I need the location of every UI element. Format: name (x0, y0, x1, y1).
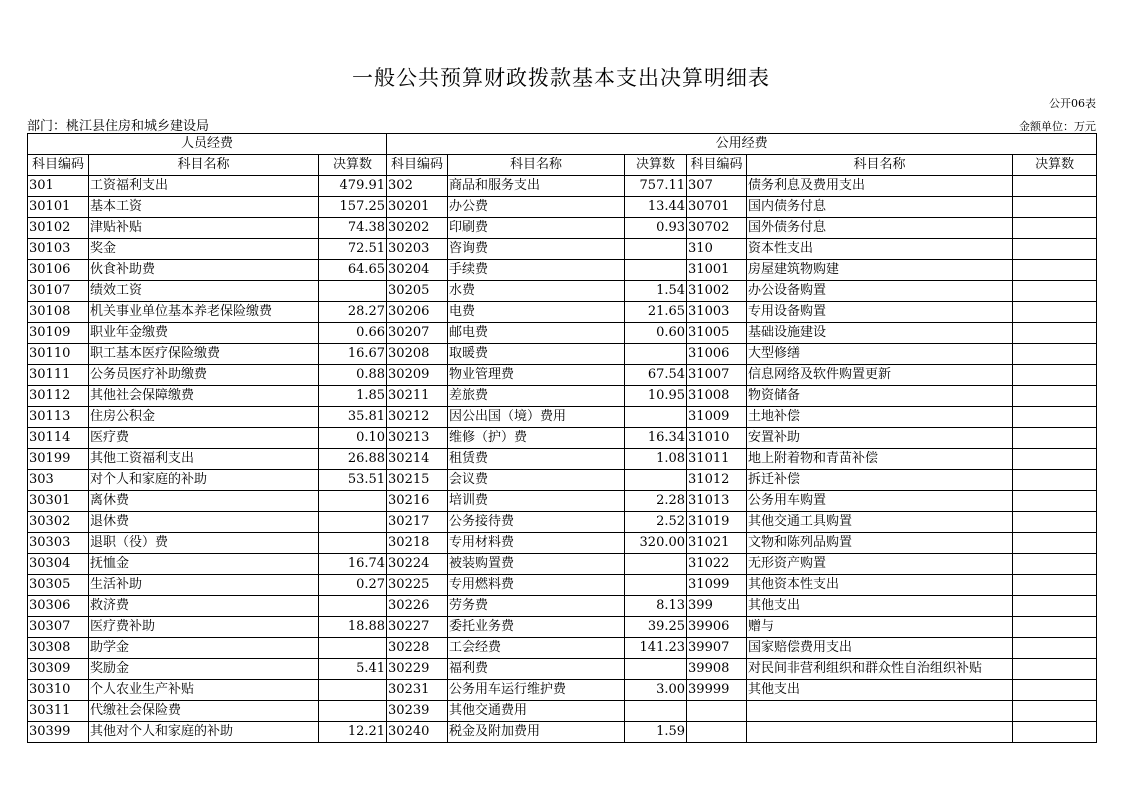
amount-cell (1013, 176, 1097, 197)
code-cell: 399 (687, 596, 747, 617)
name-cell: 国外债务付息 (747, 218, 1013, 239)
amount-cell: 18.88 (319, 617, 387, 638)
name-cell: 职业年金缴费 (89, 323, 319, 344)
code-cell: 30214 (387, 449, 448, 470)
name-cell: 差旅费 (448, 386, 625, 407)
name-cell: 住房公积金 (89, 407, 319, 428)
code-cell: 30107 (28, 281, 89, 302)
code-cell: 30111 (28, 365, 89, 386)
col-header-amount: 决算数 (1013, 155, 1097, 176)
name-cell: 无形资产购置 (747, 554, 1013, 575)
name-cell: 手续费 (448, 260, 625, 281)
code-cell: 30202 (387, 218, 448, 239)
amount-cell (625, 554, 687, 575)
code-cell: 30301 (28, 491, 89, 512)
name-cell: 对民间非营利组织和群众性自治组织补贴 (747, 659, 1013, 680)
code-cell: 301 (28, 176, 89, 197)
code-cell: 30114 (28, 428, 89, 449)
name-cell: 其他交通费用 (448, 701, 625, 722)
name-cell: 资本性支出 (747, 239, 1013, 260)
code-cell: 30102 (28, 218, 89, 239)
amount-cell (625, 260, 687, 281)
amount-cell: 16.34 (625, 428, 687, 449)
name-cell: 其他资本性支出 (747, 575, 1013, 596)
amount-cell (1013, 365, 1097, 386)
amount-cell (1013, 617, 1097, 638)
name-cell: 办公设备购置 (747, 281, 1013, 302)
code-cell: 307 (687, 176, 747, 197)
name-cell: 因公出国（境）费用 (448, 407, 625, 428)
code-cell: 30217 (387, 512, 448, 533)
code-cell: 30218 (387, 533, 448, 554)
table-row (28, 239, 1097, 260)
name-cell (747, 722, 1013, 743)
name-cell: 印刷费 (448, 218, 625, 239)
code-cell: 39907 (687, 638, 747, 659)
name-cell: 水费 (448, 281, 625, 302)
name-cell: 医疗费补助 (89, 617, 319, 638)
name-cell: 电费 (448, 302, 625, 323)
table-row (28, 617, 1097, 638)
code-cell: 31003 (687, 302, 747, 323)
code-cell: 30225 (387, 575, 448, 596)
name-cell: 公务用车购置 (747, 491, 1013, 512)
name-cell: 会议费 (448, 470, 625, 491)
table-row (28, 659, 1097, 680)
name-cell: 津贴补贴 (89, 218, 319, 239)
code-cell: 30227 (387, 617, 448, 638)
name-cell: 绩效工资 (89, 281, 319, 302)
name-cell: 福利费 (448, 659, 625, 680)
code-cell: 30228 (387, 638, 448, 659)
code-cell: 30112 (28, 386, 89, 407)
name-cell: 助学金 (89, 638, 319, 659)
amount-cell: 72.51 (319, 239, 387, 260)
amount-cell (625, 470, 687, 491)
amount-cell: 67.54 (625, 365, 687, 386)
amount-cell: 479.91 (319, 176, 387, 197)
code-cell: 39908 (687, 659, 747, 680)
code-cell: 31008 (687, 386, 747, 407)
table-row (28, 302, 1097, 323)
amount-cell: 0.10 (319, 428, 387, 449)
amount-cell: 64.65 (319, 260, 387, 281)
name-cell: 国内债务付息 (747, 197, 1013, 218)
name-cell: 基础设施建设 (747, 323, 1013, 344)
column-header-row (28, 155, 1097, 176)
code-cell: 30213 (387, 428, 448, 449)
table-row (28, 218, 1097, 239)
amount-cell: 39.25 (625, 617, 687, 638)
table-row (28, 386, 1097, 407)
name-cell: 离休费 (89, 491, 319, 512)
amount-cell: 141.23 (625, 638, 687, 659)
amount-cell (625, 575, 687, 596)
code-cell: 31007 (687, 365, 747, 386)
name-cell: 专用材料费 (448, 533, 625, 554)
name-cell: 债务利息及费用支出 (747, 176, 1013, 197)
name-cell: 工资福利支出 (89, 176, 319, 197)
name-cell: 奖金 (89, 239, 319, 260)
code-cell: 31013 (687, 491, 747, 512)
amount-cell: 28.27 (319, 302, 387, 323)
col-header-code: 科目编码 (28, 155, 89, 176)
name-cell: 安置补助 (747, 428, 1013, 449)
name-cell: 被装购置费 (448, 554, 625, 575)
amount-cell: 2.52 (625, 512, 687, 533)
amount-cell (319, 701, 387, 722)
amount-cell (319, 596, 387, 617)
table-row (28, 512, 1097, 533)
code-cell: 30310 (28, 680, 89, 701)
amount-cell (319, 533, 387, 554)
name-cell: 地上附着物和青苗补偿 (747, 449, 1013, 470)
table-row (28, 680, 1097, 701)
code-cell: 30240 (387, 722, 448, 743)
table-row (28, 638, 1097, 659)
col-header-code: 科目编码 (387, 155, 448, 176)
amount-cell (1013, 407, 1097, 428)
amount-cell: 26.88 (319, 449, 387, 470)
amount-cell (319, 512, 387, 533)
amount-cell: 3.00 (625, 680, 687, 701)
code-cell (687, 701, 747, 722)
amount-cell: 157.25 (319, 197, 387, 218)
name-cell: 租赁费 (448, 449, 625, 470)
code-cell: 30110 (28, 344, 89, 365)
amount-cell: 320.00 (625, 533, 687, 554)
amount-cell: 16.74 (319, 554, 387, 575)
amount-cell: 1.08 (625, 449, 687, 470)
group-header-personnel: 人员经费 (28, 134, 387, 155)
name-cell: 其他对个人和家庭的补助 (89, 722, 319, 743)
col-header-name: 科目名称 (448, 155, 625, 176)
amount-cell: 0.27 (319, 575, 387, 596)
code-cell: 30306 (28, 596, 89, 617)
code-cell: 31001 (687, 260, 747, 281)
code-cell: 39999 (687, 680, 747, 701)
code-cell: 30108 (28, 302, 89, 323)
code-cell: 30209 (387, 365, 448, 386)
amount-cell (1013, 512, 1097, 533)
name-cell: 专用设备购置 (747, 302, 1013, 323)
name-cell: 委托业务费 (448, 617, 625, 638)
name-cell: 咨询费 (448, 239, 625, 260)
amount-cell: 8.13 (625, 596, 687, 617)
amount-cell (1013, 428, 1097, 449)
code-cell: 30203 (387, 239, 448, 260)
table-row (28, 407, 1097, 428)
amount-cell (1013, 386, 1097, 407)
table-row (28, 428, 1097, 449)
table-row (28, 449, 1097, 470)
code-cell: 30229 (387, 659, 448, 680)
code-cell: 30215 (387, 470, 448, 491)
code-cell: 30224 (387, 554, 448, 575)
page-title: 一般公共预算财政拨款基本支出决算明细表 (352, 66, 770, 90)
table-row (28, 491, 1097, 512)
code-cell: 30226 (387, 596, 448, 617)
name-cell: 培训费 (448, 491, 625, 512)
name-cell: 赠与 (747, 617, 1013, 638)
amount-cell: 0.66 (319, 323, 387, 344)
code-cell: 30216 (387, 491, 448, 512)
table-row (28, 470, 1097, 491)
amount-cell (625, 407, 687, 428)
table-row (28, 533, 1097, 554)
name-cell: 国家赔偿费用支出 (747, 638, 1013, 659)
name-cell: 伙食补助费 (89, 260, 319, 281)
name-cell: 商品和服务支出 (448, 176, 625, 197)
table-row (28, 344, 1097, 365)
amount-cell: 53.51 (319, 470, 387, 491)
name-cell: 工会经费 (448, 638, 625, 659)
amount-cell: 16.67 (319, 344, 387, 365)
name-cell: 物业管理费 (448, 365, 625, 386)
amount-cell (625, 344, 687, 365)
code-cell: 30399 (28, 722, 89, 743)
amount-cell (1013, 659, 1097, 680)
code-cell: 30239 (387, 701, 448, 722)
name-cell: 生活补助 (89, 575, 319, 596)
code-cell: 30701 (687, 197, 747, 218)
department-label: 部门：桃江县住房和城乡建设局 (27, 119, 210, 134)
name-cell: 房屋建筑物购建 (747, 260, 1013, 281)
code-cell: 30308 (28, 638, 89, 659)
name-cell: 取暖费 (448, 344, 625, 365)
code-cell: 31009 (687, 407, 747, 428)
code-cell: 30103 (28, 239, 89, 260)
amount-cell (625, 239, 687, 260)
amount-cell: 2.28 (625, 491, 687, 512)
code-cell (687, 722, 747, 743)
code-cell: 30303 (28, 533, 89, 554)
table-row (28, 575, 1097, 596)
amount-cell (1013, 680, 1097, 701)
amount-cell (1013, 701, 1097, 722)
amount-cell: 0.88 (319, 365, 387, 386)
name-cell: 医疗费 (89, 428, 319, 449)
code-cell: 30101 (28, 197, 89, 218)
code-cell: 310 (687, 239, 747, 260)
amount-cell: 21.65 (625, 302, 687, 323)
amount-cell (1013, 449, 1097, 470)
name-cell (747, 701, 1013, 722)
table-row (28, 722, 1097, 743)
name-cell: 对个人和家庭的补助 (89, 470, 319, 491)
code-cell: 30702 (687, 218, 747, 239)
table-row (28, 365, 1097, 386)
name-cell: 机关事业单位基本养老保险缴费 (89, 302, 319, 323)
name-cell: 维修（护）费 (448, 428, 625, 449)
name-cell: 信息网络及软件购置更新 (747, 365, 1013, 386)
col-header-code: 科目编码 (687, 155, 747, 176)
code-cell: 30211 (387, 386, 448, 407)
table-row (28, 176, 1097, 197)
amount-cell (1013, 218, 1097, 239)
code-cell: 30302 (28, 512, 89, 533)
amount-cell: 12.21 (319, 722, 387, 743)
amount-cell (1013, 722, 1097, 743)
name-cell: 其他支出 (747, 680, 1013, 701)
name-cell: 救济费 (89, 596, 319, 617)
amount-cell: 1.54 (625, 281, 687, 302)
amount-cell (319, 638, 387, 659)
code-cell: 30201 (387, 197, 448, 218)
amount-cell (319, 680, 387, 701)
amount-cell (1013, 596, 1097, 617)
amount-cell (625, 701, 687, 722)
name-cell: 邮电费 (448, 323, 625, 344)
name-cell: 劳务费 (448, 596, 625, 617)
code-cell: 39906 (687, 617, 747, 638)
name-cell: 公务用车运行维护费 (448, 680, 625, 701)
name-cell: 奖励金 (89, 659, 319, 680)
code-cell: 303 (28, 470, 89, 491)
name-cell: 其他社会保障缴费 (89, 386, 319, 407)
amount-cell: 35.81 (319, 407, 387, 428)
code-cell: 31006 (687, 344, 747, 365)
amount-cell (1013, 491, 1097, 512)
group-header-row (28, 134, 1097, 155)
code-cell: 30208 (387, 344, 448, 365)
name-cell: 公务接待费 (448, 512, 625, 533)
name-cell: 退职（役）费 (89, 533, 319, 554)
amount-cell (319, 491, 387, 512)
form-number: 公开06表 (1049, 97, 1096, 110)
code-cell: 30231 (387, 680, 448, 701)
code-cell: 31002 (687, 281, 747, 302)
amount-cell (319, 281, 387, 302)
code-cell: 31022 (687, 554, 747, 575)
code-cell: 30113 (28, 407, 89, 428)
amount-cell (625, 659, 687, 680)
name-cell: 物资储备 (747, 386, 1013, 407)
name-cell: 文物和陈列品购置 (747, 533, 1013, 554)
name-cell: 拆迁补偿 (747, 470, 1013, 491)
amount-cell: 0.93 (625, 218, 687, 239)
code-cell: 302 (387, 176, 448, 197)
code-cell: 31011 (687, 449, 747, 470)
code-cell: 30205 (387, 281, 448, 302)
amount-cell (1013, 239, 1097, 260)
amount-cell (1013, 470, 1097, 491)
amount-cell (1013, 575, 1097, 596)
code-cell: 30106 (28, 260, 89, 281)
name-cell: 基本工资 (89, 197, 319, 218)
code-cell: 30204 (387, 260, 448, 281)
code-cell: 30212 (387, 407, 448, 428)
amount-cell (1013, 323, 1097, 344)
code-cell: 30109 (28, 323, 89, 344)
name-cell: 抚恤金 (89, 554, 319, 575)
col-header-name: 科目名称 (89, 155, 319, 176)
amount-cell (1013, 533, 1097, 554)
code-cell: 30309 (28, 659, 89, 680)
table-row (28, 701, 1097, 722)
expenditure-table (27, 133, 1097, 743)
code-cell: 30304 (28, 554, 89, 575)
amount-cell: 1.59 (625, 722, 687, 743)
name-cell: 大型修缮 (747, 344, 1013, 365)
amount-cell (1013, 638, 1097, 659)
code-cell: 31099 (687, 575, 747, 596)
code-cell: 30307 (28, 617, 89, 638)
code-cell: 31010 (687, 428, 747, 449)
amount-cell (1013, 554, 1097, 575)
name-cell: 其他交通工具购置 (747, 512, 1013, 533)
amount-cell (1013, 197, 1097, 218)
amount-cell: 757.11 (625, 176, 687, 197)
amount-cell: 0.60 (625, 323, 687, 344)
name-cell: 代缴社会保险费 (89, 701, 319, 722)
col-header-name: 科目名称 (747, 155, 1013, 176)
name-cell: 其他工资福利支出 (89, 449, 319, 470)
amount-cell (1013, 344, 1097, 365)
col-header-amount: 决算数 (319, 155, 387, 176)
code-cell: 31012 (687, 470, 747, 491)
amount-cell: 5.41 (319, 659, 387, 680)
code-cell: 30207 (387, 323, 448, 344)
code-cell: 30305 (28, 575, 89, 596)
name-cell: 其他支出 (747, 596, 1013, 617)
amount-cell: 1.85 (319, 386, 387, 407)
code-cell: 30199 (28, 449, 89, 470)
amount-cell (1013, 302, 1097, 323)
table-row (28, 260, 1097, 281)
code-cell: 30206 (387, 302, 448, 323)
name-cell: 退休费 (89, 512, 319, 533)
amount-cell: 13.44 (625, 197, 687, 218)
table-row (28, 197, 1097, 218)
amount-cell (1013, 281, 1097, 302)
group-header-public: 公用经费 (387, 134, 1097, 155)
table-row (28, 281, 1097, 302)
table-row (28, 554, 1097, 575)
code-cell: 30311 (28, 701, 89, 722)
name-cell: 专用燃料费 (448, 575, 625, 596)
name-cell: 办公费 (448, 197, 625, 218)
table-row (28, 596, 1097, 617)
name-cell: 个人农业生产补贴 (89, 680, 319, 701)
name-cell: 公务员医疗补助缴费 (89, 365, 319, 386)
name-cell: 税金及附加费用 (448, 722, 625, 743)
amount-cell: 10.95 (625, 386, 687, 407)
col-header-amount: 决算数 (625, 155, 687, 176)
code-cell: 31019 (687, 512, 747, 533)
table-row (28, 323, 1097, 344)
unit-label: 金额单位：万元 (1019, 120, 1096, 133)
name-cell: 职工基本医疗保险缴费 (89, 344, 319, 365)
code-cell: 31021 (687, 533, 747, 554)
amount-cell: 74.38 (319, 218, 387, 239)
name-cell: 土地补偿 (747, 407, 1013, 428)
code-cell: 31005 (687, 323, 747, 344)
amount-cell (1013, 260, 1097, 281)
